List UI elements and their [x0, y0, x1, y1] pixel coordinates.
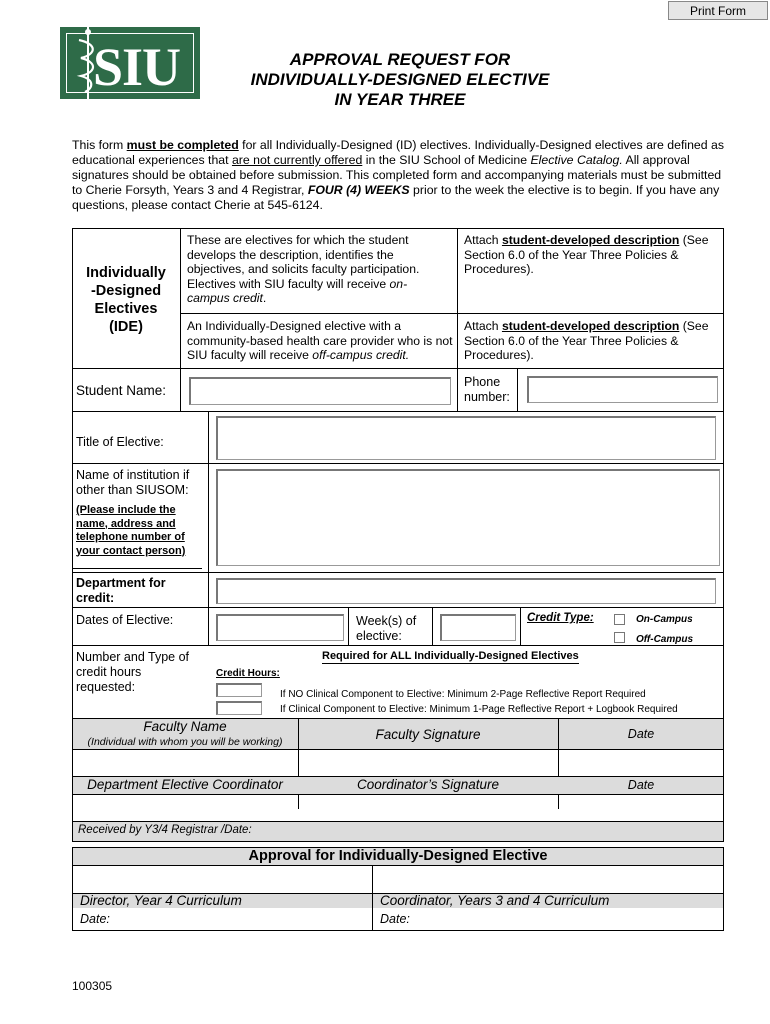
divider — [72, 572, 724, 573]
number-type-line: requested: — [76, 680, 136, 694]
intro-text: All approval signatures should be obtained before submission. This completed form and accompanying materials must be submitted to Cherie Forsyth, Years 3 and 4 Registrar, — [72, 153, 722, 197]
phone-label-line: Phone — [464, 375, 501, 389]
phone-label-line: number: — [464, 390, 510, 404]
intro-deadline: FOUR (4) WEEKS — [307, 183, 410, 197]
intro-text: This form — [72, 138, 127, 152]
credit-hours-input-no-clinical[interactable] — [216, 683, 262, 697]
dates-label: Dates of Elective: — [76, 613, 174, 627]
off-campus-checkbox[interactable] — [614, 632, 625, 643]
department-input[interactable] — [216, 578, 716, 604]
coordinator-signature-field[interactable] — [299, 795, 558, 821]
coordinator-years-label: Coordinator, Years 3 and 4 Curriculum — [380, 893, 610, 908]
institution-label-line: other than SIUSOM: — [76, 483, 189, 497]
title-line-1: APPROVAL REQUEST FOR — [289, 50, 511, 69]
weeks-label — [356, 614, 416, 644]
ide-label-line: -Designed — [90, 283, 162, 299]
coordinator-years-signature-field[interactable] — [373, 866, 723, 893]
student-name-input[interactable] — [189, 377, 451, 405]
intro-emphasis: must be completed — [126, 138, 239, 152]
faculty-date-label: Date — [627, 727, 655, 741]
director-signature-field[interactable] — [73, 866, 372, 893]
credit-type-label: Credit Type: — [527, 612, 594, 624]
intro-text: prior to the week the elective is to begin. If you have any questions, please contact Cherie at 545-6124. — [72, 183, 720, 212]
divider — [208, 412, 209, 645]
desc-text: An Individually-Designed elective with a community-based health care provider who is not SIU faculty will receive — [187, 319, 453, 362]
desc-credit: on-campus credit — [187, 276, 408, 305]
weeks-input[interactable] — [440, 614, 516, 641]
divider — [457, 368, 458, 412]
faculty-signature-field[interactable] — [299, 750, 558, 776]
ide-row2-attach — [464, 319, 720, 363]
siu-logo — [60, 27, 200, 99]
title-line-2: INDIVIDUALLY-DESIGNED ELECTIVE — [250, 70, 550, 89]
institution-note: (Please include the name, address and telephone number of your contact person) — [76, 504, 186, 557]
coordinator-signature-label: Coordinator’s Signature — [356, 777, 500, 792]
intro-paragraph — [72, 138, 732, 213]
institution-label-line: Name of institution if — [76, 468, 190, 482]
dates-input[interactable] — [216, 614, 344, 641]
coordinator-date-label: Date — [627, 778, 655, 792]
student-name-label: Student Name: — [76, 383, 167, 398]
print-form-button[interactable]: Print Form — [668, 1, 768, 20]
title-of-elective-label: Title of Elective: — [76, 435, 164, 449]
required-all-label: Required for ALL Individually-Designed Electives — [322, 650, 579, 662]
divider — [180, 313, 724, 314]
credit-hours-input-clinical[interactable] — [216, 701, 262, 715]
institution-label — [76, 468, 189, 498]
number-type-line: Number and Type of — [76, 650, 190, 664]
faculty-name-label: Faculty Name — [143, 719, 227, 734]
dept-coordinator-label: Department Elective Coordinator — [87, 777, 283, 792]
off-campus-label: Off-Campus — [636, 634, 694, 645]
clinical-text: If Clinical Component to Elective: Minimum 1-Page Reflective Report + Logbook Required — [280, 704, 678, 715]
department-label-line: credit: — [76, 591, 115, 605]
ide-label-line: (IDE) — [109, 319, 143, 335]
number-type-line: credit hours — [76, 665, 142, 679]
faculty-signature-label: Faculty Signature — [375, 727, 481, 742]
faculty-name-sub: (Individual with whom you will be working) — [87, 736, 283, 748]
ide-row2-description — [187, 319, 453, 363]
dept-coordinator-field[interactable] — [73, 795, 298, 821]
intro-emphasis: are not currently offered — [231, 153, 363, 167]
desc-text: These are electives for which the student develops the description, identifies the objectives, and solicits faculty participation. Electives with SIU faculty will receive — [187, 233, 420, 291]
title-line-3: IN YEAR THREE — [334, 90, 466, 109]
divider — [348, 607, 349, 645]
divider — [180, 228, 181, 412]
institution-input[interactable] — [216, 469, 720, 566]
faculty-date-field[interactable] — [559, 750, 723, 776]
on-campus-label: On-Campus — [636, 614, 693, 625]
weeks-label-line: elective: — [356, 629, 402, 643]
attach-emphasis: student-developed description — [501, 319, 680, 333]
divider — [520, 607, 521, 645]
phone-label — [464, 375, 510, 405]
attach-text: Attach — [464, 319, 502, 333]
divider — [517, 368, 518, 412]
ide-label-line: Individually — [86, 265, 166, 281]
ide-row1-description — [187, 233, 449, 306]
department-label-line: Department for — [76, 576, 166, 590]
attach-text: (See Section 6.0 of the Year Three Policies & Procedures). — [464, 319, 709, 362]
intro-text: in the SIU School of Medicine — [362, 153, 531, 167]
intro-text: for all Individually-Designed (ID) electives. Individually-Designed electives are defined as educational experiences that — [72, 138, 725, 167]
divider — [72, 463, 724, 464]
logo-text: SIU — [93, 37, 181, 97]
divider — [432, 607, 433, 645]
received-label: Received by Y3/4 Registrar /Date: — [78, 824, 252, 836]
divider — [72, 821, 724, 822]
credit-hours-label: Credit Hours: — [216, 668, 280, 679]
weeks-label-line: Week(s) of — [356, 614, 417, 628]
desc-credit: off-campus credit. — [312, 348, 410, 362]
divider — [72, 607, 724, 608]
no-clinical-text: If NO Clinical Component to Elective: Minimum 2-Page Reflective Report Required — [280, 689, 646, 700]
number-type-label — [76, 650, 189, 695]
director-date-label: Date: — [80, 912, 110, 926]
coordinator-years-date-label: Date: — [380, 912, 410, 926]
approval-title: Approval for Individually-Designed Elective — [248, 848, 548, 864]
divider — [457, 228, 458, 368]
attach-text: (See Section 6.0 of the Year Three Policies & Procedures). — [464, 233, 709, 276]
ide-label-line: Electives — [94, 301, 158, 317]
form-number: 100305 — [72, 979, 113, 993]
divider — [72, 568, 202, 569]
desc-text: . — [262, 291, 267, 305]
faculty-name-field[interactable] — [73, 750, 298, 776]
divider — [72, 645, 724, 646]
on-campus-checkbox[interactable] — [614, 614, 625, 625]
ide-label — [72, 264, 180, 336]
phone-input[interactable] — [527, 376, 718, 403]
divider — [72, 841, 724, 842]
intro-catalog: Elective Catalog. — [530, 153, 623, 167]
title-of-elective-input[interactable] — [216, 416, 716, 460]
director-label: Director, Year 4 Curriculum — [80, 893, 242, 908]
ide-row1-attach — [464, 233, 720, 277]
attach-text: Attach — [464, 233, 502, 247]
coordinator-date-field[interactable] — [559, 795, 723, 821]
attach-emphasis: student-developed description — [501, 233, 680, 247]
divider — [72, 368, 724, 369]
department-label — [76, 576, 166, 606]
